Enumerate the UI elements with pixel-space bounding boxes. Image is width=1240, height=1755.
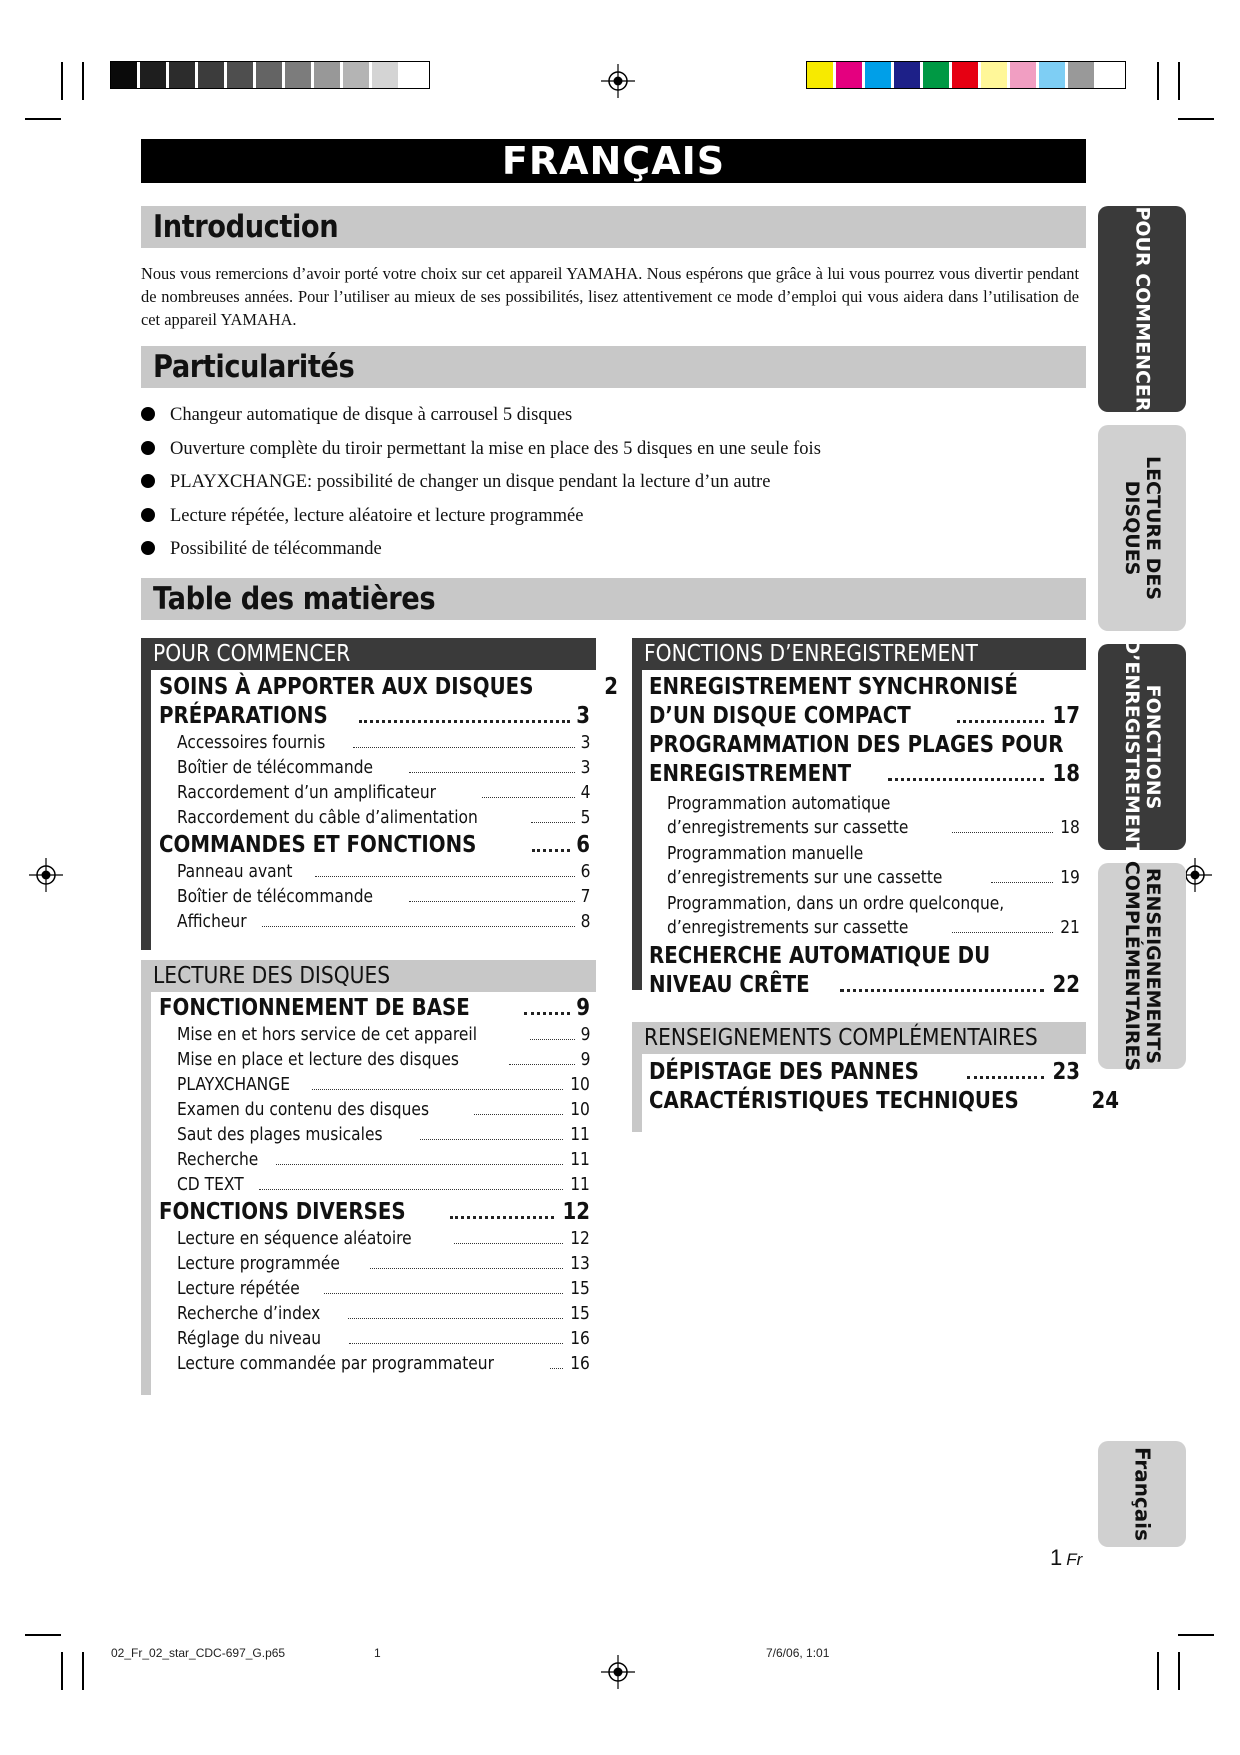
toc-subentry[interactable]: Raccordement d’un amplificateur 4 [177, 782, 590, 803]
registration-mark-icon [601, 64, 635, 98]
crop-mark [1157, 62, 1159, 100]
color-swatch [807, 62, 833, 88]
toc-subentry[interactable]: Lecture programmée 13 [177, 1253, 590, 1274]
toc-subentry[interactable]: Boîtier de télécommande 3 [177, 757, 590, 778]
toc-subentry[interactable]: CD TEXT 11 [177, 1174, 590, 1195]
toc-subentry[interactable]: PLAYXCHANGE 10 [177, 1074, 590, 1095]
section-title: Particularités [153, 349, 355, 385]
color-swatch [1039, 62, 1065, 88]
toc-subentry[interactable]: Boîtier de télécommande 7 [177, 886, 590, 907]
toc-subentry-title[interactable]: Programmation, dans un ordre quelconque, [667, 893, 1005, 914]
section-title: Table des matières [153, 581, 436, 617]
toc-subentry[interactable]: Lecture répétée 15 [177, 1278, 590, 1299]
color-swatch [1010, 62, 1036, 88]
color-swatch [401, 62, 427, 88]
toc-side-bar [632, 1054, 642, 1132]
bullet-icon [141, 441, 155, 455]
toc-subentry[interactable]: d’enregistrements sur cassette 21 [667, 917, 1080, 938]
toc-subentry[interactable]: Afficheur 8 [177, 911, 590, 932]
color-swatch [140, 62, 166, 88]
toc-entry-title[interactable]: ENREGISTREMENT SYNCHRONISÉ [649, 674, 1018, 700]
crop-mark [82, 62, 84, 100]
toc-entry[interactable]: SOINS À APPORTER AUX DISQUES 2 [159, 674, 619, 700]
page-title: FRANÇAIS [141, 139, 1086, 183]
color-swatch [256, 62, 282, 88]
toc-entry-title[interactable]: RECHERCHE AUTOMATIQUE DU [649, 943, 991, 969]
toc-subentry[interactable]: Panneau avant 6 [177, 861, 590, 882]
toc-entry[interactable]: ENREGISTREMENT 18 [649, 761, 1080, 787]
color-swatch [372, 62, 398, 88]
toc-entry-title[interactable]: PROGRAMMATION DES PLAGES POUR [649, 732, 1064, 758]
toc-subentry[interactable]: Recherche d’index 15 [177, 1303, 590, 1324]
crop-mark [1178, 1634, 1214, 1636]
feature-item: PLAYXCHANGE: possibilité de changer un disque pendant la lecture d’un autre [141, 470, 770, 494]
color-swatch [952, 62, 978, 88]
toc-subentry[interactable]: Mise en place et lecture des disques 9 [177, 1049, 590, 1070]
toc-subentry[interactable]: Examen du contenu des disques 10 [177, 1099, 590, 1120]
section-header-toc [141, 578, 1086, 620]
toc-subentry-title[interactable]: Programmation automatique [667, 793, 891, 814]
crop-mark [1178, 1652, 1180, 1690]
toc-entry[interactable]: NIVEAU CRÊTE 22 [649, 972, 1080, 998]
bullet-icon [141, 474, 155, 488]
crop-mark [82, 1652, 84, 1690]
color-swatch [314, 62, 340, 88]
feature-item: Changeur automatique de disque à carrousel 5 disques [141, 403, 572, 427]
feature-item: Possibilité de télécommande [141, 537, 382, 561]
color-swatch [169, 62, 195, 88]
bullet-icon [141, 508, 155, 522]
toc-side-bar [632, 670, 642, 990]
intro-paragraph: Nous vous remercions d’avoir porté votre choix sur cet appareil YAMAHA. Nous espérons que grâce à lui vous pourrez vous divertir pendant de nombreuses années. Pour l’utiliser au mieux de ses possibilités, lisez attentivement ce mode d’emploi qui vous aidera dans l’utilisation de cet appareil YAMAHA. [141, 264, 1079, 329]
toc-category-lecture: LECTURE DES DISQUES [141, 960, 596, 992]
bullet-icon [141, 541, 155, 555]
feature-item: Ouverture complète du tiroir permettant la mise en place des 5 disques en une seule fois [141, 437, 821, 461]
toc-category-renseignements: RENSEIGNEMENTS COMPLÉMENTAIRES [632, 1022, 1086, 1054]
color-swatch [981, 62, 1007, 88]
section-title: Introduction [153, 209, 339, 245]
color-swatch [111, 62, 137, 88]
toc-entry[interactable]: CARACTÉRISTIQUES TECHNIQUES 24 [649, 1088, 1119, 1114]
color-swatch [865, 62, 891, 88]
toc-category-pour-commencer: POUR COMMENCER [141, 638, 596, 670]
toc-entry[interactable]: DÉPISTAGE DES PANNES 23 [649, 1059, 1080, 1085]
color-swatch [285, 62, 311, 88]
crop-mark [61, 1652, 63, 1690]
side-tab-pour-commencer[interactable]: POUR COMMENCER [1098, 206, 1186, 412]
footer-filename: 02_Fr_02_star_CDC-697_G.p65 [111, 1646, 286, 1660]
toc-side-bar [141, 992, 151, 1395]
toc-subentry[interactable]: Accessoires fournis 3 [177, 732, 590, 753]
toc-entry[interactable]: FONCTIONNEMENT DE BASE 9 [159, 995, 590, 1021]
toc-subentry[interactable]: Raccordement du câble d’alimentation 5 [177, 807, 590, 828]
registration-mark-icon [29, 858, 63, 892]
crop-mark [1157, 1652, 1159, 1690]
toc-entry[interactable]: COMMANDES ET FONCTIONS 6 [159, 832, 590, 858]
toc-subentry[interactable]: Saut des plages musicales 11 [177, 1124, 590, 1145]
toc-subentry[interactable]: d’enregistrements sur une cassette 19 [667, 867, 1080, 888]
crop-mark [25, 1634, 61, 1636]
toc-category-enregistrement: FONCTIONS D’ENREGISTREMENT [632, 638, 1086, 670]
crop-mark [1178, 62, 1180, 100]
side-tab-renseignements[interactable]: RENSEIGNEMENTS COMPLÉMENTAIRES [1098, 863, 1186, 1069]
toc-subentry[interactable]: d’enregistrements sur cassette 18 [667, 817, 1080, 838]
section-header-introduction [141, 206, 1086, 248]
toc-subentry-title[interactable]: Programmation manuelle [667, 843, 864, 864]
side-tab-enregistrement[interactable]: FONCTIONS D’ENREGISTREMENT [1098, 644, 1186, 850]
footer-page: 1 [374, 1646, 381, 1660]
crop-mark [61, 62, 63, 100]
toc-subentry[interactable]: Lecture en séquence aléatoire 12 [177, 1228, 590, 1249]
toc-entry[interactable]: PRÉPARATIONS 3 [159, 703, 590, 729]
crop-mark [25, 118, 61, 120]
toc-entry[interactable]: D’UN DISQUE COMPACT 17 [649, 703, 1080, 729]
side-tab-lecture[interactable]: LECTURE DES DISQUES [1098, 425, 1186, 631]
color-swatch [343, 62, 369, 88]
section-header-particularites [141, 346, 1086, 388]
crop-mark [1178, 118, 1214, 120]
feature-item: Lecture répétée, lecture aléatoire et lecture programmée [141, 504, 583, 528]
color-swatch [836, 62, 862, 88]
toc-side-bar [141, 670, 151, 950]
toc-entry[interactable]: FONCTIONS DIVERSES 12 [159, 1199, 590, 1225]
registration-mark-icon [601, 1655, 635, 1689]
side-tab-francais[interactable]: Français [1098, 1441, 1186, 1547]
color-swatch [923, 62, 949, 88]
color-swatch [894, 62, 920, 88]
color-swatch [198, 62, 224, 88]
footer-date: 7/6/06, 1:01 [766, 1646, 830, 1660]
bullet-icon [141, 407, 155, 421]
color-swatch [1068, 62, 1094, 88]
page-number: 1 Fr [1050, 1545, 1083, 1570]
toc-subentry[interactable]: Mise en et hors service de cet appareil 9 [177, 1024, 590, 1045]
toc-subentry[interactable]: Recherche 11 [177, 1149, 590, 1170]
toc-subentry[interactable]: Lecture commandée par programmateur 16 [177, 1353, 590, 1374]
color-swatch [227, 62, 253, 88]
toc-subentry[interactable]: Réglage du niveau 16 [177, 1328, 590, 1349]
